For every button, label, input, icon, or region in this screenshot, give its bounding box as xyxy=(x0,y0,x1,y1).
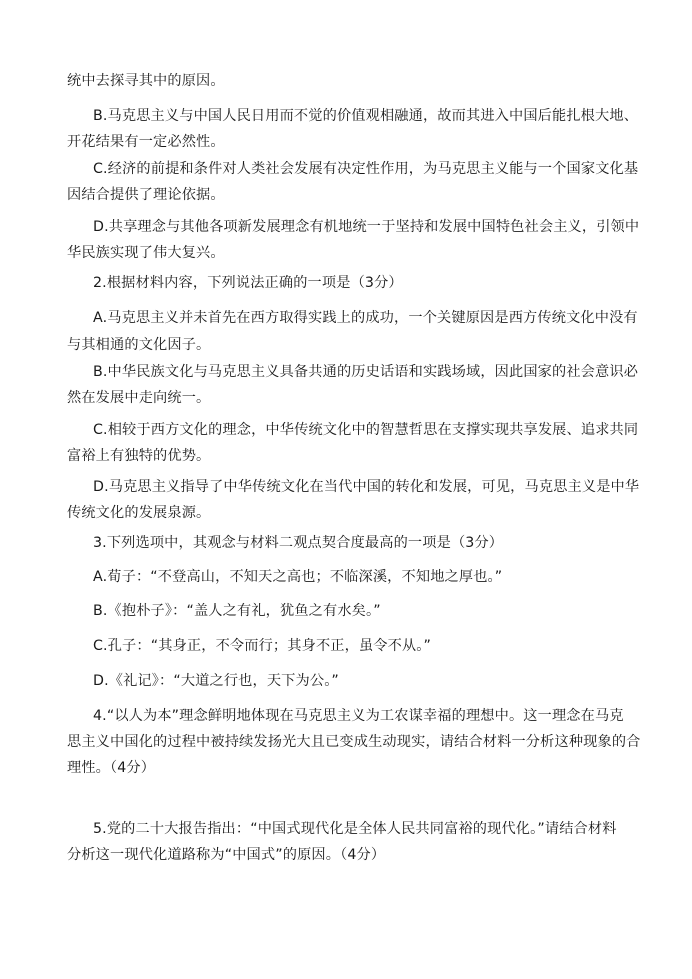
q1-option-d-line-1: D.共享理念与其他各项新发展理念有机地统一于坚持和发展中国特色社会主义，引领中 xyxy=(93,219,640,235)
q2-option-a-line-2: 与其相通的文化因子。 xyxy=(67,337,211,353)
q1-option-c-line-2: 因结合提供了理论依据。 xyxy=(67,187,225,203)
q1-option-b-line-1: B.马克思主义与中国人民日用而不觉的价值观相融通，故而其进入中国后能扎根大地、 xyxy=(93,108,639,124)
q5-line-2: 分析这一现代化道路称为“中国式”的原因。（4分） xyxy=(67,847,386,863)
q3-option-c: C.孔子：“其身正，不令而行；其身不正，虽令不从。” xyxy=(93,638,432,654)
q1-option-b-line-2: 开花结果有一定必然性。 xyxy=(67,134,225,150)
q2-option-c-line-1: C.相较于西方文化的理念，中华传统文化中的智慧哲思在支撑实现共享发展、追求共同 xyxy=(93,422,639,438)
q1-option-d-line-2: 华民族实现了伟大复兴。 xyxy=(67,245,225,261)
q5-line-1: 5.党的二十大报告指出：“中国式现代化是全体人民共同富裕的现代化。”请结合材料 xyxy=(93,821,617,837)
q3-title: 3.下列选项中，其观念与材料二观点契合度最高的一项是（3分） xyxy=(93,535,504,551)
q2-title: 2.根据材料内容，下列说法正确的一项是（3分） xyxy=(93,275,403,291)
q2-option-b-line-1: B.中华民族文化与马克思主义具备共通的历史话语和实践场域，因此国家的社会意识必 xyxy=(93,364,639,380)
q2-option-c-line-2: 富裕上有独特的优势。 xyxy=(67,448,211,464)
q4-line-1: 4.“以人为本”理念鲜明地体现在马克思主义为工农谋幸福的理想中。这一理念在马克 xyxy=(93,708,624,724)
intro-tail-line: 统中去探寻其中的原因。 xyxy=(67,73,225,89)
q2-option-a-line-1: A.马克思主义并未首先在西方取得实践上的成功，一个关键原因是西方传统文化中没有 xyxy=(93,310,638,326)
q2-option-d-line-1: D.马克思主义指导了中华传统文化在当代中国的转化和发展，可见，马克思主义是中华 xyxy=(93,479,640,495)
q3-option-a: A.荀子：“不登高山，不知天之高也；不临深溪，不知地之厚也。” xyxy=(93,569,503,585)
q1-option-c-line-1: C.经济的前提和条件对人类社会发展有决定性作用，为马克思主义能与一个国家文化基 xyxy=(93,161,639,177)
q2-option-d-line-2: 传统文化的发展泉源。 xyxy=(67,505,211,521)
q2-option-b-line-2: 然在发展中走向统一。 xyxy=(67,390,211,406)
q4-line-3: 理性。（4分） xyxy=(67,760,156,776)
q3-option-b: B.《抱朴子》：“盖人之有礼，犹鱼之有水矣。” xyxy=(93,603,381,619)
q3-option-d: D.《礼记》：“大道之行也，天下为公。” xyxy=(93,673,339,689)
q4-line-2: 思主义中国化的过程中被持续发扬光大且已变成生动现实，请结合材料一分析这种现象的合 xyxy=(67,734,641,750)
